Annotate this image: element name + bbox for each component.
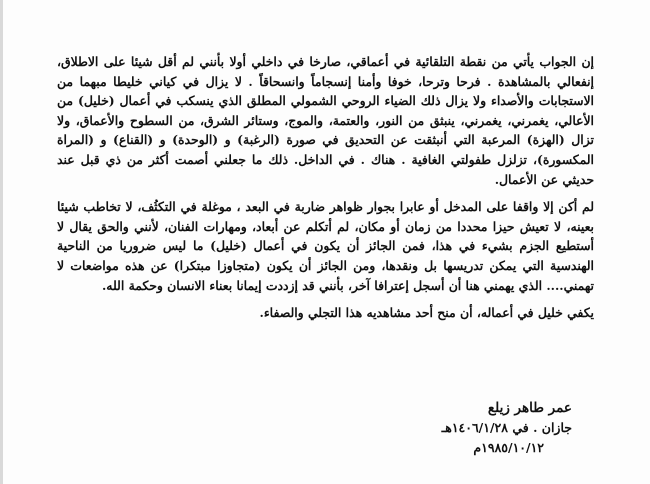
- paragraph-3: يكفي خليل في أعماله، أن منح أحد مشاهديه هذا التجلي والصفاء.: [259, 305, 594, 321]
- paragraph-2: لم أكن إلا واقفا على المدخل أو عابرا بجوار ظواهر ضاربة في البعد ، موغلة في التكثُف، لا تخاطب شيئا بعينه، لا تعيش حيزا محددا من زمان أو مكان، لم أتكلم عن أبعاد، ومهارات الفنان، لأنني والحق يقال لا أستطيع الجزم بشيء في هذا، فمن الجائز أن يكون في أعمال (خليل) ما ليس ضروريا من الناحية الهندسية التي يمكن تدريسها بل ونقدها، ومن الجائز أن يكون (متجاوزا مبتكرا) عن هذه مواضعات لا تهمني.... الذي يهمني هنا أن أسجل إعترافا آخر، بأنني قد إزددت إيمانا بعناء الانسان وحكمة الله.: [57, 199, 594, 293]
- signature-block: [442, 398, 580, 458]
- place-and-hijri-date: جازان . في ١٤٠٦/١/٢٨هـ: [441, 420, 572, 435]
- gregorian-date: ١٩٨٥/١٠/١٢م: [473, 440, 544, 455]
- author-name: عمر طاهر زيلع: [487, 400, 572, 416]
- paragraph-1: إن الجواب يأتي من نقطة التلقائية في أعماقي، صارخا في داخلي أولا بأنني لم أقل شيئا على الاطلاق، إنفعالي بالمشاهدة . فرحا وترحا، خوفا وأمنا إنسجاماً وانسحاقاً . لا يزال في كياني خليطا مبهما من الاستجابات والأصداء ولا يزال ذلك الضياء الروحي الشمولي المطلق الذي ينسكب في أعمال (خليل) من الأعالي، يغمرني، يغمرني، ينبثق من النور، والعتمة، والموج، وستائر الشرق، من السطوح والأعماق، ولا تزال (الهزة) المرعبة التي أنبثقت عن التحديق في صورة (الرغبة) و (الوحدة) و (القناع) و (المراة المكسورة)، تزلزل طفولتي الغافية . هناك . في الداخل. ذلك ما جعلني أصمت أكثر من ذي قبل عند حديثي عن الأعمال.: [57, 54, 594, 187]
- document-body: [57, 52, 594, 323]
